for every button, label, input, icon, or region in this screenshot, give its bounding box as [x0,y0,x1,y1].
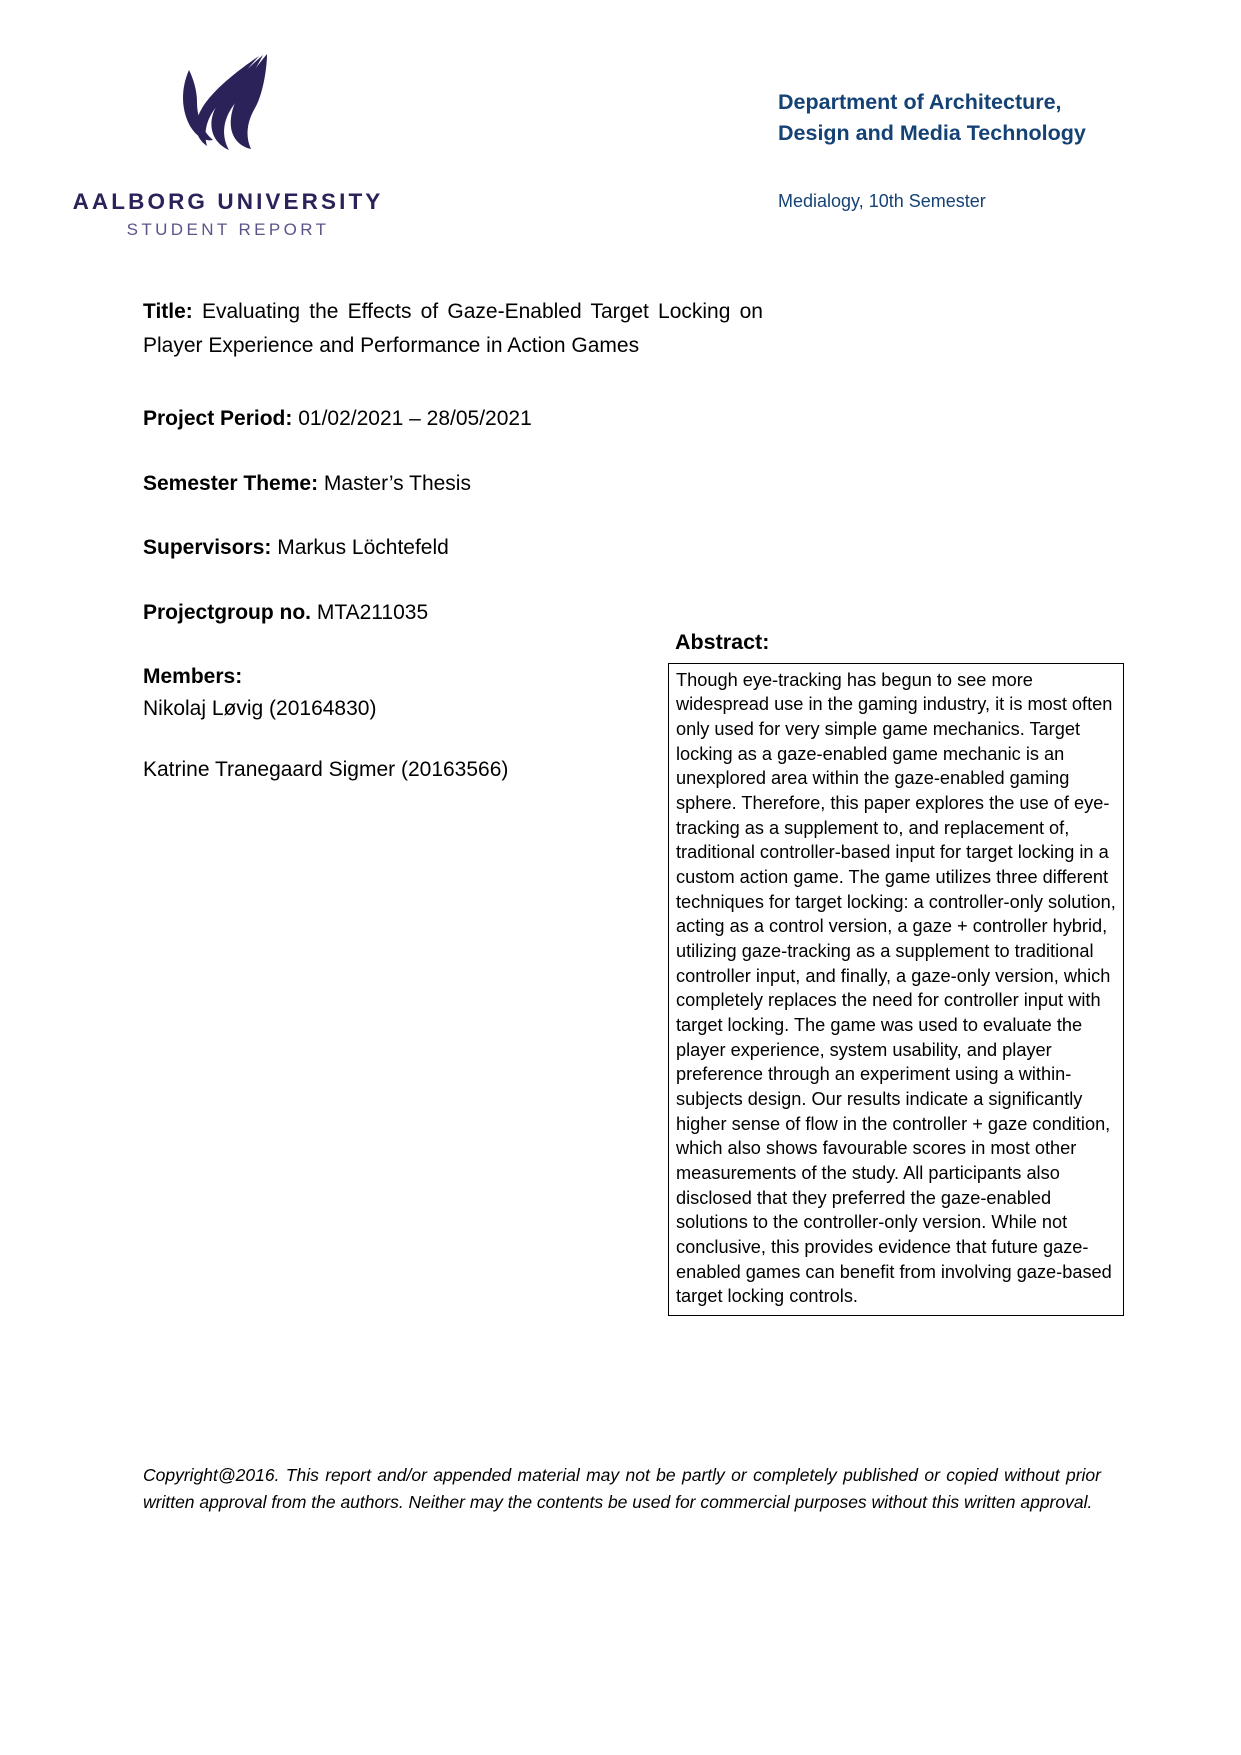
project-period [143,403,763,435]
projectgroup-value: MTA211035 [316,600,429,624]
report-title [143,295,763,363]
supervisors [143,532,763,564]
spacer [143,499,763,532]
department-title-line1: Department of Architecture, [778,90,1062,114]
page-footer [143,1462,1101,1515]
aalborg-university-swoosh-logo-icon [163,52,293,162]
abstract-section [668,630,1124,1316]
supervisors-label: Supervisors: [143,536,272,560]
university-logo-block [38,52,418,239]
department-title [778,87,1208,148]
page-header [0,52,1241,252]
semester-theme-value: Master’s Thesis [323,471,471,495]
spacer [143,363,763,403]
spacer [143,435,763,468]
department-block [778,87,1208,213]
projectgroup [143,597,763,629]
member-item: Katrine Tranegaard Sigmer (20163566) [143,758,509,782]
project-period-label: Project Period: [143,407,293,431]
logo-title: AALBORG UNIVERSITY [72,189,384,214]
logo-subtitle: STUDENT REPORT [126,219,330,239]
abstract-body: Though eye-tracking has begun to see more widespread use in the gaming industry, it is most often only used for very simple game mechanics. Target locking as a gaze-enabled game mechanic is an unexplored area within the gaze-enabled gaming sphere. Therefore, this paper explores the use of eye-tracking as a supplement to, and replacement of, traditional controller-based input for target locking in a custom action game. The game utilizes three different techniques for target locking: a controller-only solution, acting as a control version, a gaze + controller hybrid, utilizing gaze-tracking as a supplement to traditional controller input, and finally, a gaze-only version, which completely replaces the need for controller input with target locking. The game was used to evaluate the player experience, system usability, and player preference through an experiment using a within-subjects design. Our results indicate a significantly higher sense of flow in the controller + gaze condition, which also shows favourable scores in most other measurements of the study. All participants also disclosed that they preferred the gaze-enabled solutions to the controller-only version. While not conclusive, this provides evidence that future gaze-enabled games can benefit from involving gaze-based target locking controls. [676,669,1116,1307]
abstract-heading: Abstract: [675,630,770,654]
abstract-box [668,663,1124,1316]
members-label-text: Members: [143,665,243,689]
report-title-label: Title: [143,300,193,323]
member-item: Nikolaj Løvig (20164830) [143,696,377,720]
semester-theme [143,468,763,500]
report-title-value: Evaluating the Effects of Gaze-Enabled Target Locking on Player Experience and Performance in Action Games [143,300,763,358]
department-title-line2: Design and Media Technology [778,120,1086,145]
project-period-value: 01/02/2021 – 28/05/2021 [298,407,532,431]
copyright-notice: Copyright@2016. This report and/or appended material may not be partly or completely published or copied without prior written approval from the authors. Neither may the contents be used for commercial purposes without this written approval. [143,1465,1101,1512]
semester-theme-label: Semester Theme: [143,471,319,495]
projectgroup-label: Projectgroup no. [143,600,311,624]
supervisors-value: Markus Löchtefeld [277,536,449,560]
department-semester: Medialogy, 10th Semester [778,191,986,212]
spacer [143,564,763,597]
